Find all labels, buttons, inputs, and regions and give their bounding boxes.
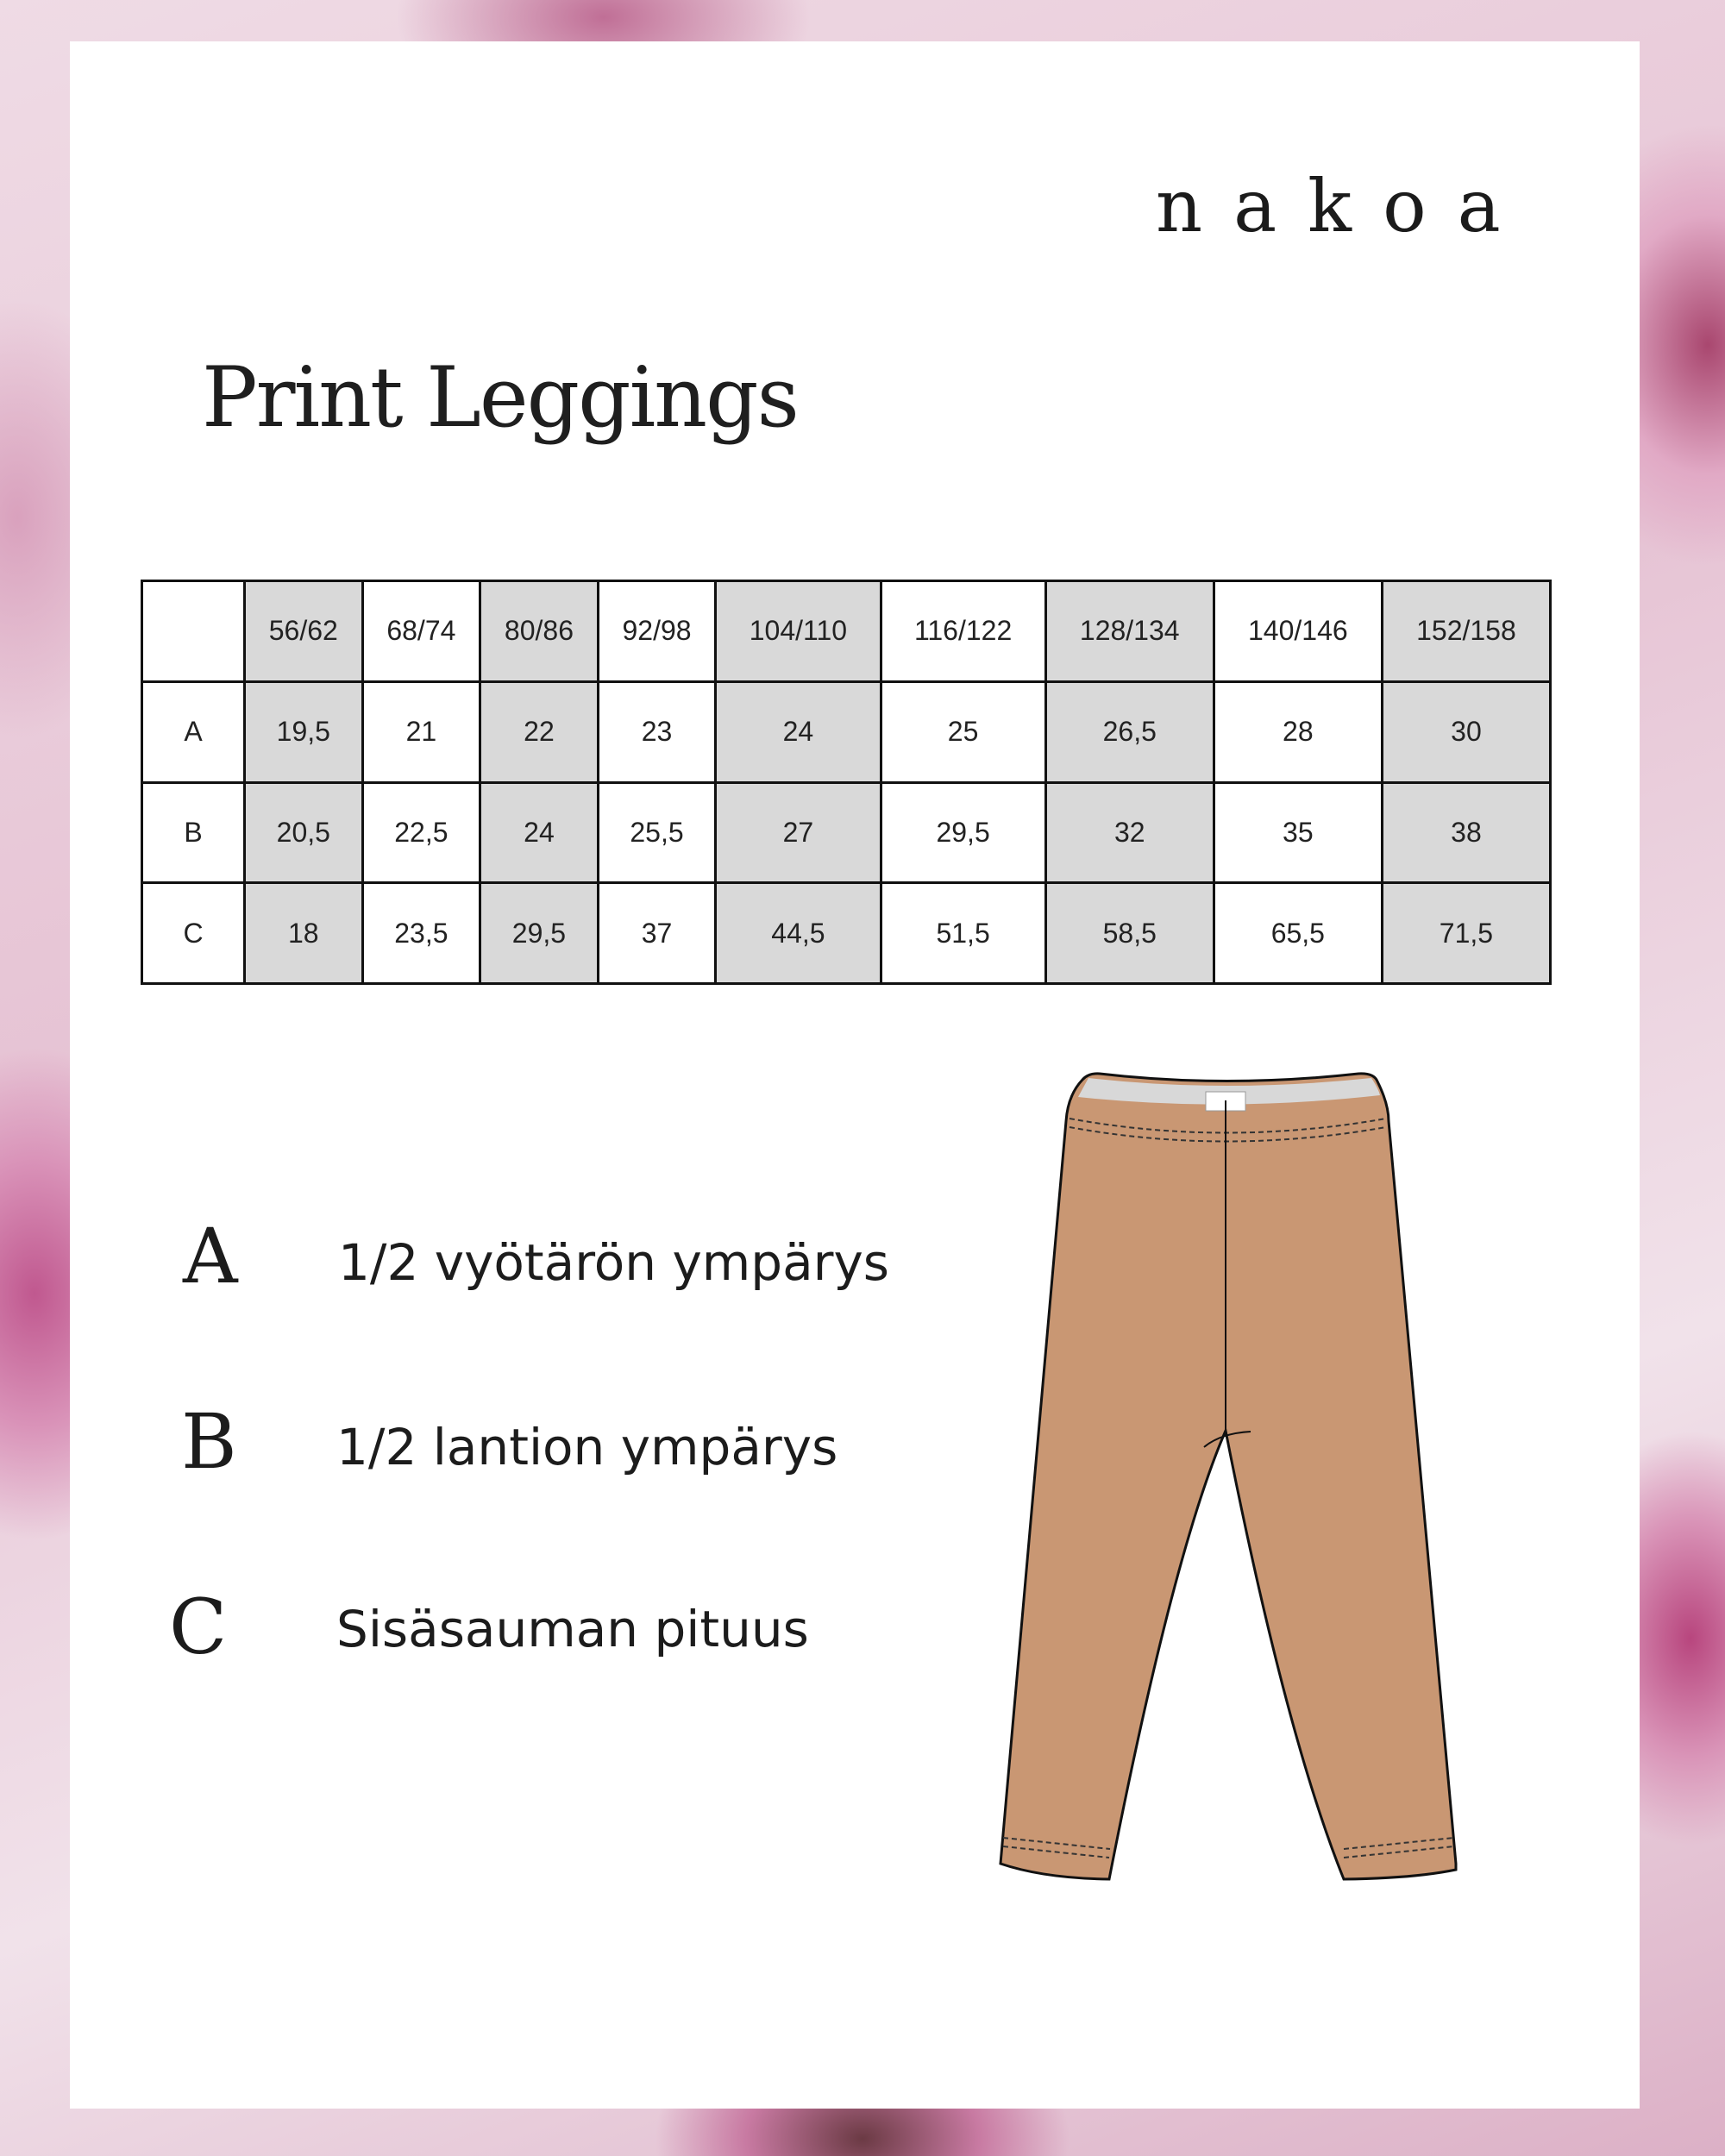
legend-text: 1/2 lantion ympärys (336, 1418, 838, 1476)
leggings-shape (1000, 1074, 1456, 1879)
legend-text: Sisäsauman pituus (336, 1600, 809, 1658)
measurement-cell: 37 (598, 883, 716, 984)
measurement-cell: 25,5 (598, 782, 716, 883)
row-label: A (142, 681, 245, 782)
page-title: Print Leggings (202, 349, 798, 446)
measurement-cell: 32 (1045, 782, 1214, 883)
measurement-cell: 51,5 (881, 883, 1045, 984)
measurement-cell: 71,5 (1382, 883, 1550, 984)
row-label: B (142, 782, 245, 883)
measurement-cell: 24 (480, 782, 599, 883)
brand-logo: nakoa (1156, 164, 1532, 248)
measurement-cell: 20,5 (245, 782, 363, 883)
size-header: 92/98 (598, 581, 716, 682)
measurement-cell: 19,5 (245, 681, 363, 782)
measurement-cell: 65,5 (1214, 883, 1382, 984)
measurement-cell: 27 (716, 782, 881, 883)
size-header: 140/146 (1214, 581, 1382, 682)
measurement-cell: 38 (1382, 782, 1550, 883)
size-header: 56/62 (245, 581, 363, 682)
measurement-cell: 22 (480, 681, 599, 782)
measurement-cell: 30 (1382, 681, 1550, 782)
measurement-cell: 29,5 (480, 883, 599, 984)
legend-text: 1/2 vyötärön ympärys (338, 1233, 890, 1292)
measurement-cell: 35 (1214, 782, 1382, 883)
row-label: C (142, 883, 245, 984)
size-header: 116/122 (881, 581, 1045, 682)
size-header: 80/86 (480, 581, 599, 682)
measurement-cell: 58,5 (1045, 883, 1214, 984)
measurement-cell: 23,5 (362, 883, 480, 984)
size-header: 152/158 (1382, 581, 1550, 682)
measurement-cell: 26,5 (1045, 681, 1214, 782)
legend-letter: B (181, 1397, 237, 1486)
legend-letter: C (169, 1583, 228, 1671)
measurement-cell: 18 (245, 883, 363, 984)
measurement-cell: 21 (362, 681, 480, 782)
measurement-cell: 24 (716, 681, 881, 782)
measurement-cell: 23 (598, 681, 716, 782)
measurement-cell: 25 (881, 681, 1045, 782)
size-header: 104/110 (716, 581, 881, 682)
size-header: 128/134 (1045, 581, 1214, 682)
measurement-cell: 44,5 (716, 883, 881, 984)
measurement-cell: 29,5 (881, 782, 1045, 883)
measurement-cell: 28 (1214, 681, 1382, 782)
legend-letter: A (183, 1212, 238, 1300)
size-header: 68/74 (362, 581, 480, 682)
measurement-cell: 22,5 (362, 782, 480, 883)
